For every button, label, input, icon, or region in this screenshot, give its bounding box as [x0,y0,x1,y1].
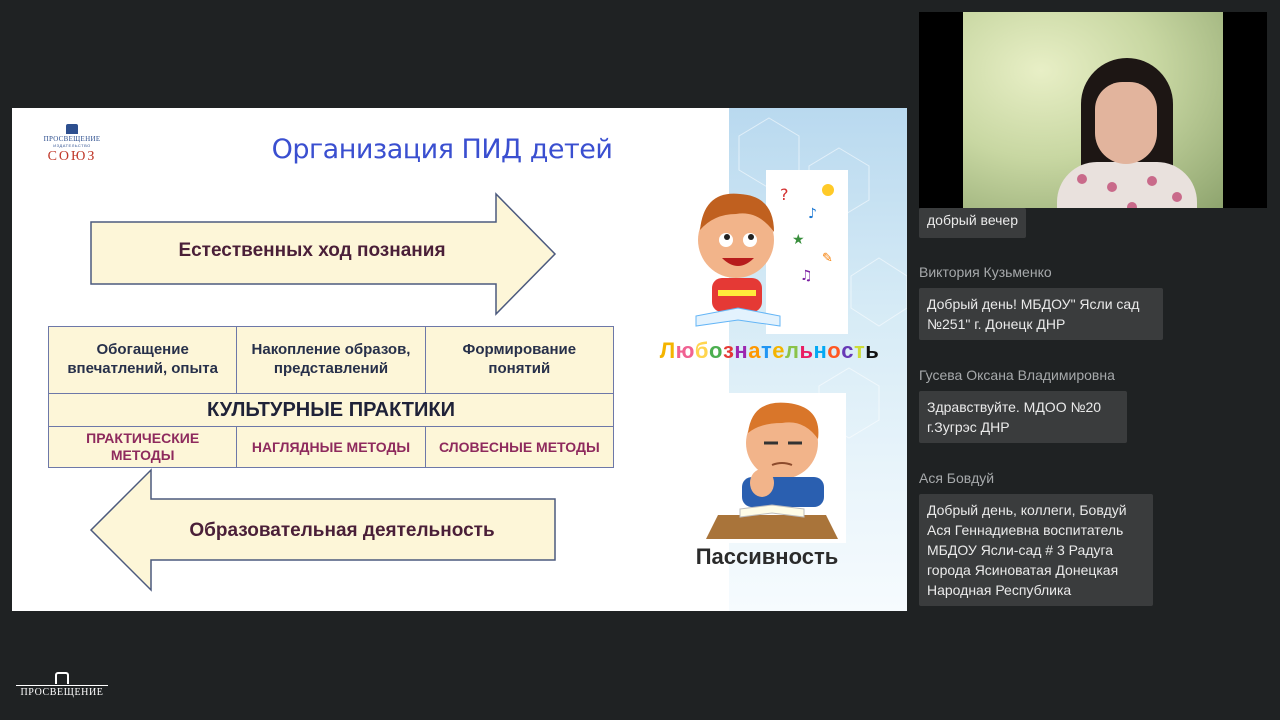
svg-text:★: ★ [792,232,805,248]
label-letter: с [841,338,854,363]
label-letter: н [734,338,749,363]
practices-table [48,326,614,468]
svg-text:✎: ✎ [822,251,833,266]
table-cell: ПРАКТИЧЕСКИЕ МЕТОДЫ [49,427,237,467]
label-letter: ь [799,338,814,363]
chat-message-text: добрый вечер [919,208,1026,238]
table-cell: СЛОВЕСНЫЕ МЕТОДЫ [438,438,600,455]
chat-author: Ася Бовдуй [919,470,995,486]
chat-author: Гусева Оксана Владимировна [919,367,1115,383]
label-letter: ю [675,338,695,363]
footer-logo-text: ПРОСВЕЩЕНИЕ [16,685,108,698]
label-letter: о [709,338,723,363]
table-header-middle: КУЛЬТУРНЫЕ ПРАКТИКИ [49,393,613,427]
chat-message [919,263,1269,340]
chat-message [919,469,1269,606]
label-curiosity [642,338,897,364]
chat-message [919,208,1269,238]
table-cell: Накопление образов, представлений [237,327,425,393]
label-letter: т [760,338,773,363]
speaker-body [1057,162,1197,208]
table-cell: Обогащение впечатлений, опыта [49,327,237,393]
label-letter: з [722,338,735,363]
table-row [49,427,613,467]
label-letter: н [813,338,828,363]
label-letter: л [784,338,800,363]
slide-title: Организация ПИД детей [271,134,613,165]
arrow-bottom-label: Образовательная деятельность [189,520,495,541]
logo-sub-text: ИЗДАТЕЛЬСТВО [53,143,91,148]
label-letter: о [827,338,842,363]
logo-mark-icon [55,672,69,684]
label-letter: е [772,338,785,363]
label-letter: а [748,338,761,363]
table-cell: НАГЛЯДНЫЕ МЕТОДЫ [237,427,425,467]
chat-message-text: Здравствуйте. МДОО №20 г.Зугрэс ДНР [919,391,1127,443]
label-letter: т [854,338,866,363]
passive-boy-illustration [698,393,846,543]
presentation-slide [12,108,907,611]
svg-text:?: ? [780,185,789,204]
label-letter: Л [659,338,676,363]
video-frame [963,12,1223,208]
speaker-video[interactable] [919,12,1267,208]
table-row [49,327,613,393]
logo-top-text: ПРОСВЕЩЕНИЕ [43,135,101,143]
label-letter: б [694,338,710,363]
footer-logo [16,672,108,698]
chat-panel [919,208,1269,606]
table-cell: Формирование понятий [462,341,577,377]
label-letter: ь [865,338,880,363]
svg-text:♫: ♫ [800,268,813,284]
arrow-top-label: Естественных ход познания [178,240,446,261]
speaker-face [1095,82,1157,164]
svg-text:♪: ♪ [808,206,817,222]
chat-message-text: Добрый день! МБДОУ" Ясли сад №251" г. Донецк ДНР [919,288,1163,340]
chat-message-text: Добрый день, коллеги, Бовдуй Ася Геннадиевна воспитатель МБДОУ Ясли-сад # 3 Радуга города Ясиноватая Донецкая Народная Республика [919,494,1153,606]
chat-author: Виктория Кузьменко [919,264,1052,280]
logo-union-text: СОЮЗ [47,149,97,164]
curious-boy-illustration [688,170,848,334]
label-passivity: Пассивность [695,544,839,569]
chat-message [919,366,1269,443]
